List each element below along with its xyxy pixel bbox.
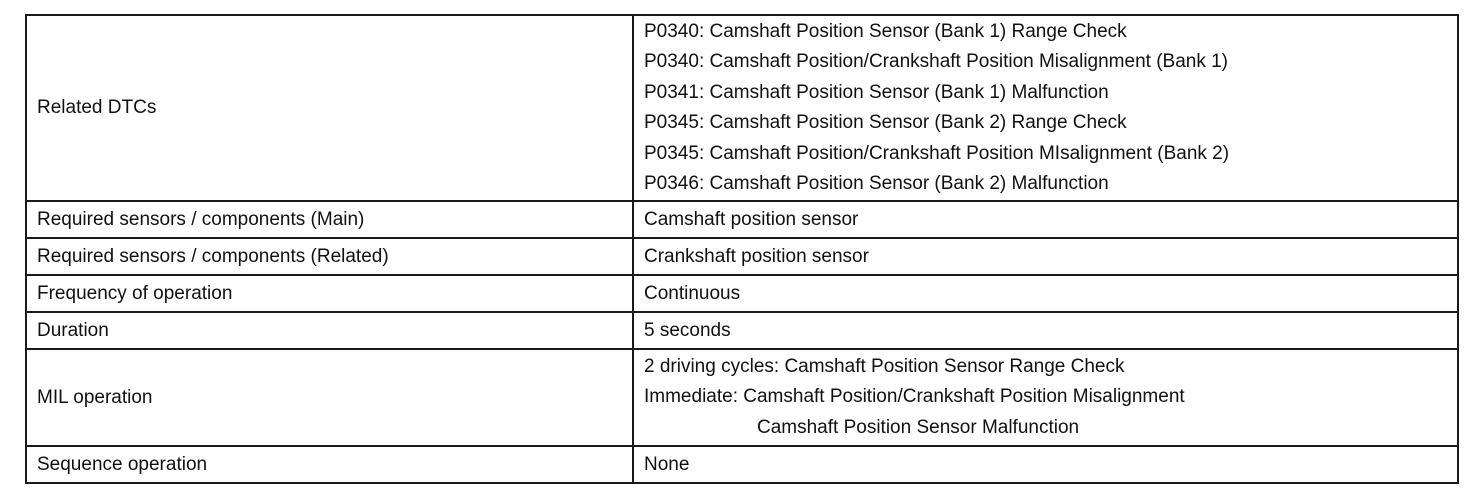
row-value: Camshaft position sensor <box>633 201 1458 238</box>
row-value: 5 seconds <box>633 312 1458 349</box>
row-value: None <box>633 446 1458 483</box>
row-label: Related DTCs <box>26 15 633 201</box>
dtc-item: P0346: Camshaft Position Sensor (Bank 2) Malfunction <box>644 173 1109 194</box>
row-label: Required sensors / components (Related) <box>26 238 633 275</box>
table-row-frequency <box>26 275 1458 312</box>
row-label: Duration <box>26 312 633 349</box>
table-row-sequence <box>26 446 1458 483</box>
row-label: Frequency of operation <box>26 275 633 312</box>
dtc-item: P0340: Camshaft Position/Crankshaft Position Misalignment (Bank 1) <box>644 51 1228 72</box>
monitor-spec-table <box>25 14 1459 484</box>
table-row-required-main <box>26 201 1458 238</box>
mil-item: Immediate: Camshaft Position/Crankshaft Position Misalignment <box>644 386 1185 408</box>
table-row-duration <box>26 312 1458 349</box>
dtc-item: P0345: Camshaft Position Sensor (Bank 2) Range Check <box>644 112 1127 133</box>
table-row-required-related <box>26 238 1458 275</box>
spec-table-container <box>25 14 1459 484</box>
mil-item: 2 driving cycles: Camshaft Position Sensor Range Check <box>644 355 1125 377</box>
row-label: MIL operation <box>26 349 633 446</box>
dtc-item: P0345: Camshaft Position/Crankshaft Position MIsalignment (Bank 2) <box>644 142 1230 164</box>
dtc-item: P0340: Camshaft Position Sensor (Bank 1) Range Check <box>644 20 1127 42</box>
row-value: Continuous <box>633 275 1458 312</box>
row-value: Crankshaft position sensor <box>633 238 1458 275</box>
row-label: Required sensors / components (Main) <box>26 201 633 238</box>
mil-item: Camshaft Position Sensor Malfunction <box>757 416 1080 438</box>
dtc-item: P0341: Camshaft Position Sensor (Bank 1) Malfunction <box>644 81 1109 103</box>
table-row-related-dtcs <box>26 15 1458 201</box>
related-dtcs-list <box>633 15 1458 201</box>
table-row-mil-operation <box>26 349 1458 446</box>
row-label: Sequence operation <box>26 446 633 483</box>
mil-operation-list <box>633 349 1458 446</box>
